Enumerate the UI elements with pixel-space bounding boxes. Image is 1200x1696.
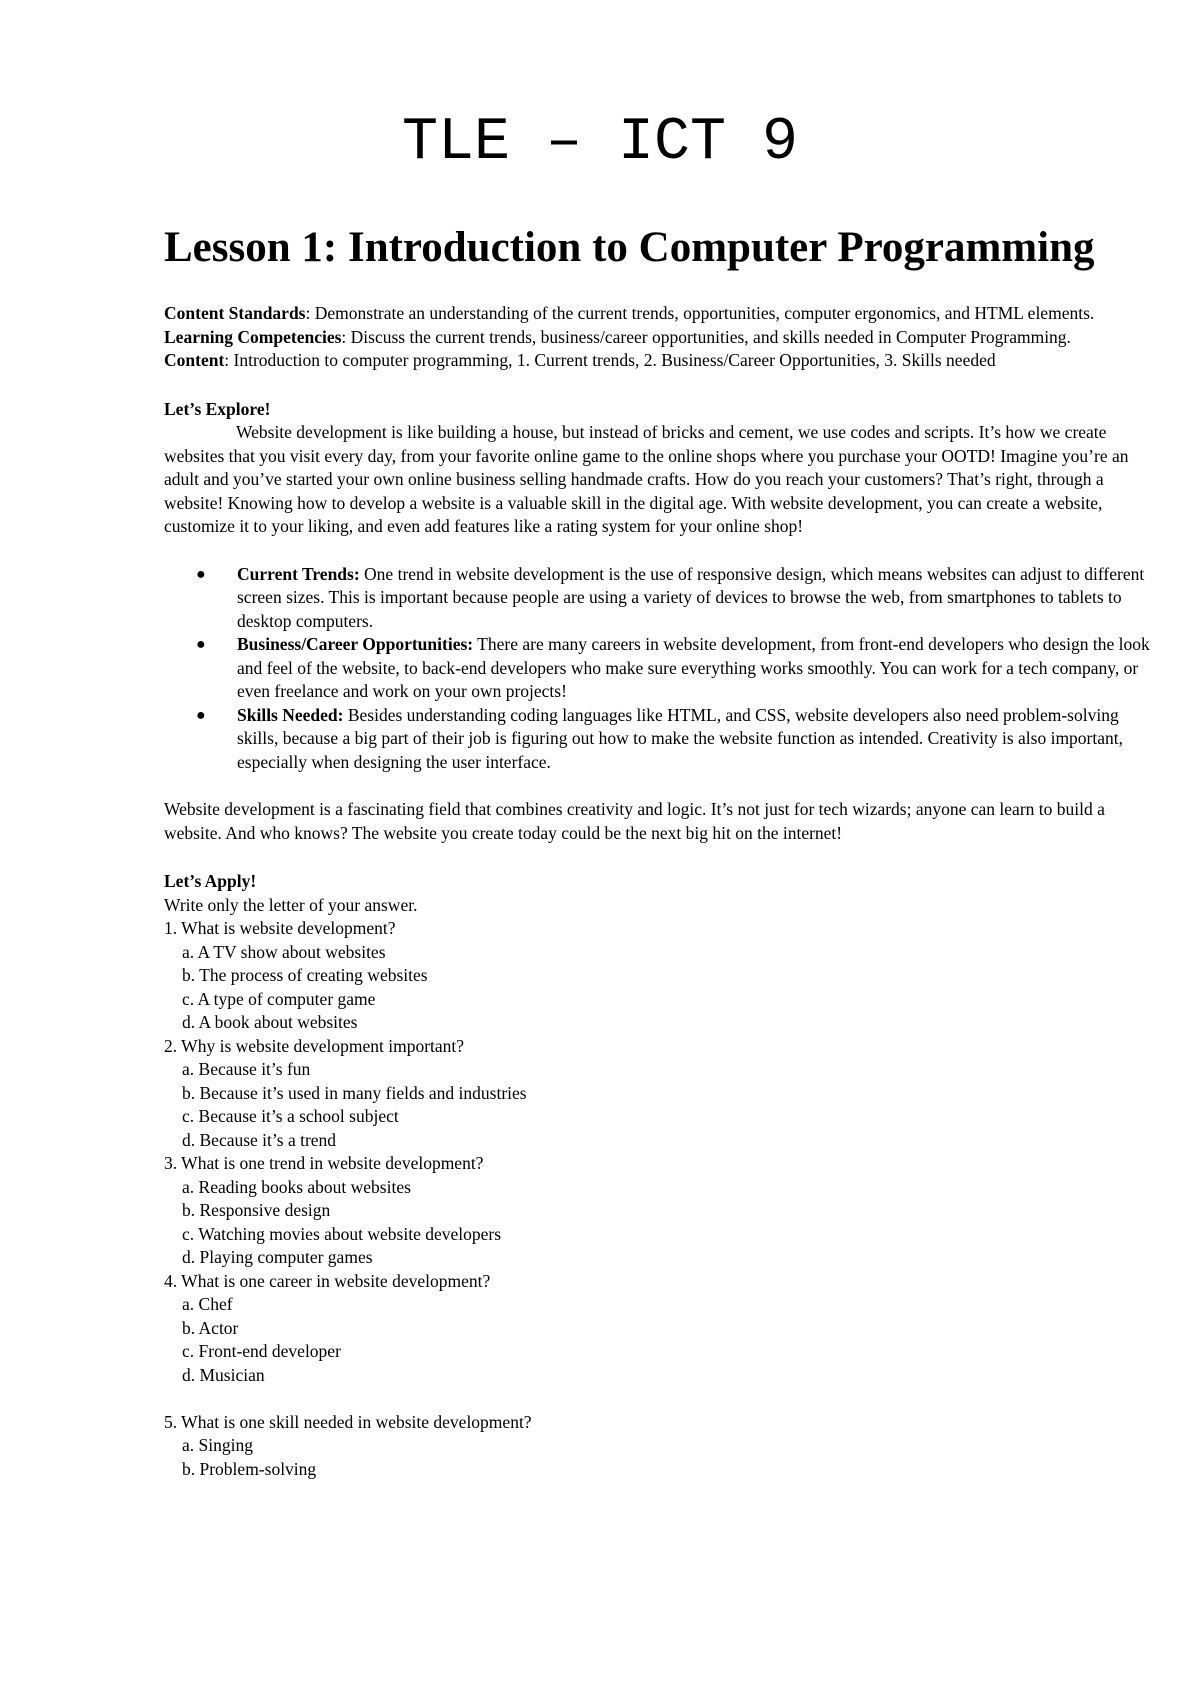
bullet-text: There are many careers in website development, from front-end developers who design the look and feel of the website, to back-end developers who make sure everything works smoothly. You can work for a tech company, or even freelance and work on your own projects!: [237, 634, 1150, 701]
bullet-label: Business/Career Opportunities:: [237, 634, 474, 654]
content-text: : Introduction to computer programming, 1. Current trends, 2. Business/Career Opportunities, 3. Skills needed: [224, 350, 996, 370]
lesson-title: Lesson 1: Introduction to Computer Programming: [164, 224, 1095, 271]
answer-option: a. A TV show about websites: [182, 941, 386, 962]
question-text: 5. What is one skill needed in website development?: [164, 1411, 532, 1432]
answer-option: c. Because it’s a school subject: [182, 1106, 399, 1126]
learning-competencies-label: Learning Competencies: [164, 326, 342, 347]
answer-option: a. Singing: [182, 1435, 253, 1455]
learning-competencies-text: : Discuss the current trends, business/career opportunities, and skills needed in Computer Programming.: [341, 326, 1071, 347]
quiz-question-1: [164, 917, 1164, 1035]
bullet-dot-icon: ●: [196, 565, 206, 583]
answer-option: c. Front-end developer: [182, 1341, 341, 1361]
explore-bullet-list: [164, 563, 1164, 775]
bullet-text: Besides understanding coding languages like HTML, and CSS, website developers also need problem-solving skills, because a big part of their job is figuring out how to make the website function as intended. Creativity is also important, especially when designing the user interface.: [237, 704, 1123, 772]
explore-heading: Let’s Explore!: [164, 398, 271, 419]
content-standards-label: Content Standards: [164, 303, 306, 323]
bullet-text: One trend in website development is the use of responsive design, which means websites can adjust to different screen sizes. This is important because people are using a variety of devices to browse the web, from smartphones to tablets to desktop computers.: [237, 563, 1145, 631]
question-text: 3. What is one trend in website development?: [164, 1153, 484, 1173]
bullet-career-opportunities: [196, 633, 1164, 704]
answer-option: d. Playing computer games: [182, 1247, 373, 1267]
quiz-questions: [164, 917, 1164, 1481]
answer-option: a. Because it’s fun: [182, 1059, 311, 1079]
answer-option: d. A book about websites: [182, 1012, 358, 1032]
bullet-label: Current Trends:: [237, 563, 360, 584]
quiz-question-2: [164, 1035, 1164, 1153]
answer-option: c. Watching movies about website developers: [182, 1223, 502, 1244]
answer-option: a. Chef: [182, 1294, 233, 1314]
question-text: 1. What is website development?: [164, 918, 396, 938]
closing-paragraph: Website development is a fascinating field that combines creativity and logic. It’s not just for tech wizards; anyone can learn to build a website. And who knows? The website you create today could be the next big hit on the internet!: [164, 799, 1105, 843]
answer-option: b. Actor: [182, 1317, 239, 1338]
question-text: 4. What is one career in website development?: [164, 1270, 491, 1291]
answer-option: d. Musician: [182, 1364, 265, 1385]
answer-option: b. Problem-solving: [182, 1458, 317, 1479]
answer-option: d. Because it’s a trend: [182, 1129, 337, 1150]
document-title: TLE – ICT 9: [401, 109, 799, 177]
quiz-question-5: [164, 1411, 1164, 1482]
apply-instruction: Write only the letter of your answer.: [164, 894, 418, 915]
bullet-dot-icon: ●: [196, 636, 206, 653]
explore-paragraph: Website development is like building a house, but instead of bricks and cement, we use codes and scripts. It’s how we create websites that you visit every day, from your favorite online game to the online shops where you purchase your OOTD! Imagine you’re an adult and you’ve started your own online business selling handmade crafts. How do you reach your customers? That’s right, through a website! Knowing how to develop a website is a valuable skill in the digital age. With website development, you can create a website, customize it to your liking, and even add features like a rating system for your online shop!: [164, 422, 1129, 536]
content-label: Content: [164, 350, 225, 370]
answer-option: c. A type of computer game: [182, 988, 376, 1009]
answer-option: b. The process of creating websites: [182, 965, 428, 985]
quiz-question-3: [164, 1152, 1164, 1270]
content-summary: [164, 349, 1164, 373]
answer-option: b. Responsive design: [182, 1200, 331, 1220]
content-standards: [164, 302, 1164, 326]
question-text: 2. Why is website development important?: [164, 1035, 465, 1056]
apply-heading: Let’s Apply!: [164, 871, 257, 891]
bullet-skills-needed: [196, 704, 1164, 775]
answer-option: b. Because it’s used in many fields and industries: [182, 1082, 527, 1103]
bullet-current-trends: [196, 563, 1164, 634]
content-standards-text: : Demonstrate an understanding of the current trends, opportunities, computer ergonomics, and HTML elements.: [305, 303, 1095, 323]
answer-option: a. Reading books about websites: [182, 1176, 411, 1197]
document-body: [164, 220, 1164, 1481]
learning-competencies: [164, 326, 1164, 350]
bullet-label: Skills Needed:: [237, 704, 344, 725]
quiz-question-4: [164, 1270, 1164, 1388]
bullet-dot-icon: ●: [196, 706, 206, 724]
